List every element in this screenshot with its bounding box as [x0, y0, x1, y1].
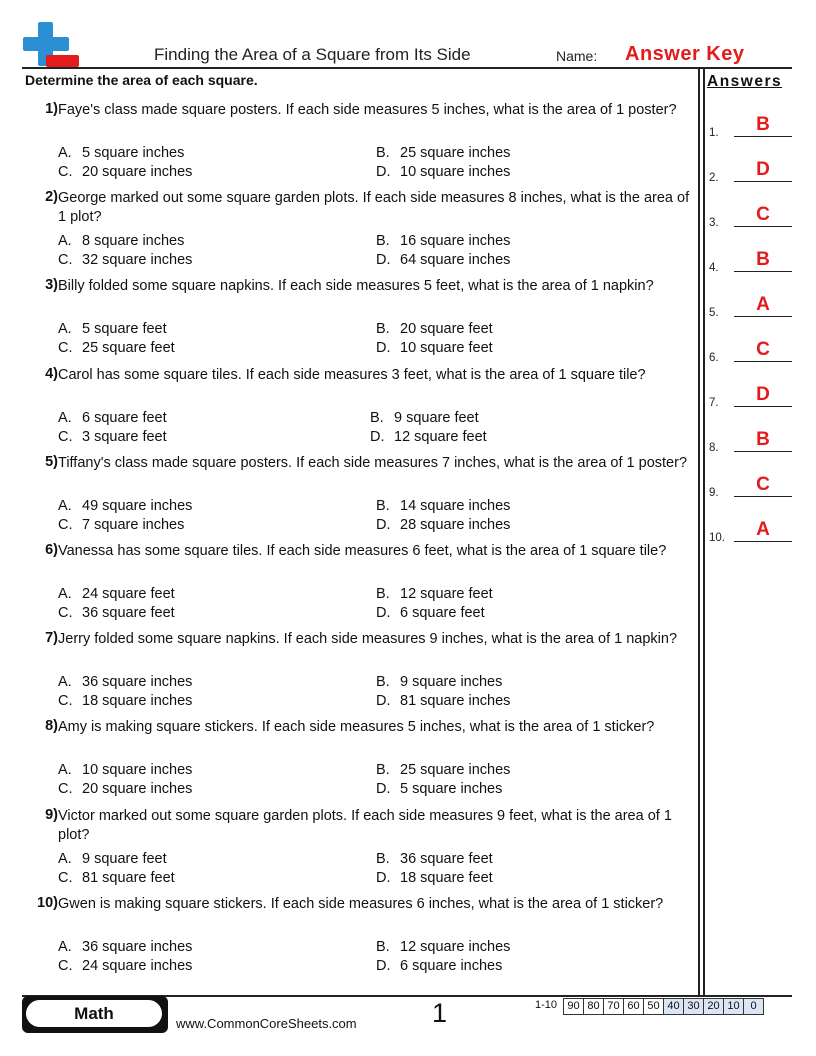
- choice-letter: B.: [376, 939, 390, 955]
- answer-row: [709, 289, 793, 319]
- choice-text: 5 square inches: [82, 145, 185, 161]
- answers-title: Answers: [707, 73, 783, 90]
- question-number: 8): [45, 718, 58, 734]
- answer-number: 7.: [709, 397, 719, 409]
- choice-letter: C.: [58, 693, 73, 709]
- answer-number: 4.: [709, 262, 719, 274]
- page-title: Finding the Area of a Square from Its Side: [154, 45, 471, 64]
- answer-choice: [376, 693, 510, 709]
- choice-letter: C.: [58, 164, 73, 180]
- question-number: 4): [45, 366, 58, 382]
- score-cell: 10: [724, 999, 744, 1014]
- score-cell: 0: [744, 999, 763, 1014]
- answer-choice: [376, 321, 493, 337]
- question-text: Faye's class made square posters. If each side measures 5 inches, what is the area of 1 poster?: [58, 102, 677, 118]
- answer-choice: [58, 693, 192, 709]
- question-number: 9): [45, 807, 58, 823]
- answer-choice: [58, 781, 192, 797]
- question-text: Tiffany's class made square posters. If each side measures 7 inches, what is the area of 1 poster?: [58, 455, 688, 471]
- answer-choice: [376, 762, 510, 778]
- answer-choice: [376, 674, 502, 690]
- answer-choice: [58, 851, 167, 867]
- answer-choice: [58, 321, 167, 337]
- question-number: 5): [45, 454, 58, 470]
- answer-choice: [58, 674, 192, 690]
- choice-letter: C.: [58, 958, 73, 974]
- choice-text: 20 square inches: [82, 781, 193, 797]
- score-cell: 30: [684, 999, 704, 1014]
- answer-choice: [58, 498, 192, 514]
- website-link[interactable]: www.CommonCoreSheets.com: [176, 1016, 357, 1031]
- answer-blank-line: [734, 406, 792, 407]
- choice-text: 8 square inches: [82, 233, 185, 249]
- choice-letter: C.: [58, 870, 73, 886]
- answer-row: [709, 334, 793, 364]
- choice-text: 10 square inches: [82, 762, 193, 778]
- choice-text: 49 square inches: [82, 498, 193, 514]
- answer-choice: [376, 233, 510, 249]
- answer-value: C: [756, 204, 770, 225]
- answer-number: 10.: [709, 532, 725, 544]
- answer-number: 1.: [709, 127, 719, 139]
- answer-key-label: Answer Key: [625, 43, 745, 65]
- answer-blank-line: [734, 271, 792, 272]
- choice-letter: A.: [58, 851, 72, 867]
- answer-number: 9.: [709, 487, 719, 499]
- answer-choice: [58, 939, 192, 955]
- score-cell: 90: [564, 999, 584, 1014]
- answer-value: A: [756, 294, 770, 315]
- score-cell: 50: [644, 999, 664, 1014]
- choice-letter: B.: [376, 233, 390, 249]
- score-cell: 80: [584, 999, 604, 1014]
- choice-letter: C.: [58, 781, 73, 797]
- subject-badge: [22, 996, 168, 1033]
- answer-value: B: [756, 114, 770, 135]
- choice-text: 25 square feet: [82, 340, 175, 356]
- answer-value: D: [756, 384, 770, 405]
- choice-text: 25 square inches: [400, 145, 511, 161]
- question-number: 3): [45, 277, 58, 293]
- choice-letter: D.: [376, 340, 391, 356]
- choice-text: 36 square feet: [82, 605, 175, 621]
- answer-choice: [376, 605, 485, 621]
- choice-text: 36 square feet: [400, 851, 493, 867]
- answer-choice: [58, 429, 167, 445]
- choice-letter: D.: [376, 252, 391, 268]
- question-number: 6): [45, 542, 58, 558]
- answer-blank-line: [734, 541, 792, 542]
- answer-choice: [376, 958, 502, 974]
- answer-choice: [58, 762, 192, 778]
- choice-letter: D.: [376, 781, 391, 797]
- choice-letter: C.: [58, 340, 73, 356]
- answer-choice: [58, 233, 184, 249]
- choice-letter: C.: [58, 517, 73, 533]
- choice-text: 7 square inches: [82, 517, 185, 533]
- answer-choice: [376, 939, 510, 955]
- answer-blank-line: [734, 226, 792, 227]
- choice-letter: D.: [370, 429, 385, 445]
- choice-letter: A.: [58, 233, 72, 249]
- choice-letter: D.: [376, 958, 391, 974]
- column-divider: [703, 69, 705, 995]
- choice-text: 36 square inches: [82, 939, 193, 955]
- answer-choice: [58, 605, 175, 621]
- answer-choice: [58, 586, 175, 602]
- score-cell: 20: [704, 999, 724, 1014]
- answer-value: C: [756, 474, 770, 495]
- choice-letter: A.: [58, 762, 72, 778]
- choice-text: 12 square feet: [400, 586, 493, 602]
- answer-choice: [58, 145, 184, 161]
- score-table: [563, 998, 764, 1015]
- choice-letter: B.: [376, 321, 390, 337]
- choice-text: 32 square inches: [82, 252, 193, 268]
- answer-choice: [370, 429, 487, 445]
- question-text: Carol has some square tiles. If each side measures 3 feet, what is the area of 1 square tile?: [58, 367, 646, 383]
- choice-letter: B.: [376, 674, 390, 690]
- answer-number: 5.: [709, 307, 719, 319]
- choice-letter: A.: [58, 321, 72, 337]
- answer-choice: [58, 340, 175, 356]
- choice-text: 12 square inches: [400, 939, 511, 955]
- answer-row: [709, 199, 793, 229]
- choice-text: 20 square feet: [400, 321, 493, 337]
- answer-choice: [376, 851, 493, 867]
- answer-value: B: [756, 429, 770, 450]
- choice-letter: B.: [376, 586, 390, 602]
- choice-text: 14 square inches: [400, 498, 511, 514]
- answer-choice: [58, 410, 167, 426]
- answer-blank-line: [734, 316, 792, 317]
- answer-choice: [376, 340, 493, 356]
- choice-letter: B.: [376, 851, 390, 867]
- choice-letter: A.: [58, 586, 72, 602]
- answer-choice: [58, 870, 175, 886]
- answer-choice: [376, 781, 502, 797]
- question-text: George marked out some square garden plots. If each side measures 8 inches, what is the area of 1 plot?: [58, 190, 690, 225]
- choice-text: 25 square inches: [400, 762, 511, 778]
- answer-value: D: [756, 159, 770, 180]
- answer-blank-line: [734, 181, 792, 182]
- choice-letter: C.: [58, 252, 73, 268]
- answer-blank-line: [734, 361, 792, 362]
- score-cell: 60: [624, 999, 644, 1014]
- answer-choice: [376, 252, 510, 268]
- choice-letter: C.: [58, 605, 73, 621]
- score-cell: 40: [664, 999, 684, 1014]
- page-number: 1: [432, 998, 448, 1028]
- answer-row: [709, 379, 793, 409]
- choice-text: 18 square feet: [400, 870, 493, 886]
- question-number: 2): [45, 189, 58, 205]
- answer-row: [709, 154, 793, 184]
- choice-letter: D.: [376, 870, 391, 886]
- instructions: Determine the area of each square.: [25, 72, 258, 88]
- header-divider: [22, 67, 792, 69]
- answer-choice: [376, 517, 510, 533]
- choice-text: 36 square inches: [82, 674, 193, 690]
- question-text: Jerry folded some square napkins. If each side measures 9 inches, what is the area of 1 napkin?: [58, 631, 678, 647]
- question-number: 1): [45, 101, 58, 117]
- choice-text: 28 square inches: [400, 517, 511, 533]
- answer-choice: [376, 586, 493, 602]
- question-text: Billy folded some square napkins. If each side measures 5 feet, what is the area of 1 napkin?: [58, 278, 654, 294]
- choice-text: 81 square inches: [400, 693, 511, 709]
- answer-value: C: [756, 339, 770, 360]
- choice-letter: B.: [376, 762, 390, 778]
- choice-text: 5 square inches: [400, 781, 503, 797]
- answer-value: B: [756, 249, 770, 270]
- answer-row: [709, 244, 793, 274]
- choice-letter: C.: [58, 429, 73, 445]
- answer-row: [709, 424, 793, 454]
- answer-choice: [58, 958, 192, 974]
- answer-row: [709, 469, 793, 499]
- choice-text: 12 square feet: [394, 429, 487, 445]
- choice-letter: B.: [376, 145, 390, 161]
- choice-text: 5 square feet: [82, 321, 167, 337]
- question-text: Amy is making square stickers. If each side measures 5 inches, what is the area of 1 sticker?: [58, 719, 655, 735]
- answer-choice: [58, 164, 192, 180]
- answer-number: 3.: [709, 217, 719, 229]
- answer-choice: [376, 870, 493, 886]
- choice-letter: A.: [58, 145, 72, 161]
- answer-blank-line: [734, 496, 792, 497]
- answer-number: 8.: [709, 442, 719, 454]
- answer-choice: [370, 410, 479, 426]
- score-range-label: 1-10: [535, 999, 558, 1011]
- question-text: Victor marked out some square garden plots. If each side measures 9 feet, what is the area of 1 plot?: [58, 808, 672, 843]
- question-text: Vanessa has some square tiles. If each side measures 6 feet, what is the area of 1 square tile?: [58, 543, 667, 559]
- choice-text: 24 square feet: [82, 586, 175, 602]
- choice-text: 10 square feet: [400, 340, 493, 356]
- question-text: Gwen is making square stickers. If each side measures 6 inches, what is the area of 1 sticker?: [58, 896, 664, 912]
- question-number: 10): [37, 895, 58, 911]
- answer-choice: [376, 164, 510, 180]
- choice-letter: D.: [376, 605, 391, 621]
- logo-icon: [22, 22, 80, 70]
- choice-text: 81 square feet: [82, 870, 175, 886]
- choice-letter: B.: [370, 410, 384, 426]
- choice-letter: D.: [376, 517, 391, 533]
- choice-text: 16 square inches: [400, 233, 511, 249]
- choice-text: 64 square inches: [400, 252, 511, 268]
- column-divider: [698, 69, 700, 995]
- question-number: 7): [45, 630, 58, 646]
- choice-letter: A.: [58, 674, 72, 690]
- answer-value: A: [756, 519, 770, 540]
- choice-letter: A.: [58, 498, 72, 514]
- choice-text: 9 square feet: [82, 851, 167, 867]
- answer-choice: [58, 517, 184, 533]
- subject-label: Math: [26, 1000, 162, 1027]
- choice-letter: A.: [58, 939, 72, 955]
- choice-text: 10 square inches: [400, 164, 511, 180]
- answer-blank-line: [734, 136, 792, 137]
- choice-letter: D.: [376, 164, 391, 180]
- answer-blank-line: [734, 451, 792, 452]
- score-cell: 70: [604, 999, 624, 1014]
- choice-letter: D.: [376, 693, 391, 709]
- choice-text: 6 square feet: [400, 605, 485, 621]
- answer-row: [709, 109, 793, 139]
- answer-row: [709, 514, 793, 544]
- choice-text: 24 square inches: [82, 958, 193, 974]
- choice-text: 9 square feet: [394, 410, 479, 426]
- choice-text: 20 square inches: [82, 164, 193, 180]
- answer-choice: [376, 498, 510, 514]
- answer-number: 6.: [709, 352, 719, 364]
- choice-text: 3 square feet: [82, 429, 167, 445]
- answer-number: 2.: [709, 172, 719, 184]
- choice-text: 18 square inches: [82, 693, 193, 709]
- choice-text: 6 square feet: [82, 410, 167, 426]
- choice-letter: A.: [58, 410, 72, 426]
- answer-choice: [58, 252, 192, 268]
- choice-text: 9 square inches: [400, 674, 503, 690]
- answer-choice: [376, 145, 510, 161]
- choice-letter: B.: [376, 498, 390, 514]
- choice-text: 6 square inches: [400, 958, 503, 974]
- name-label: Name:: [556, 48, 598, 64]
